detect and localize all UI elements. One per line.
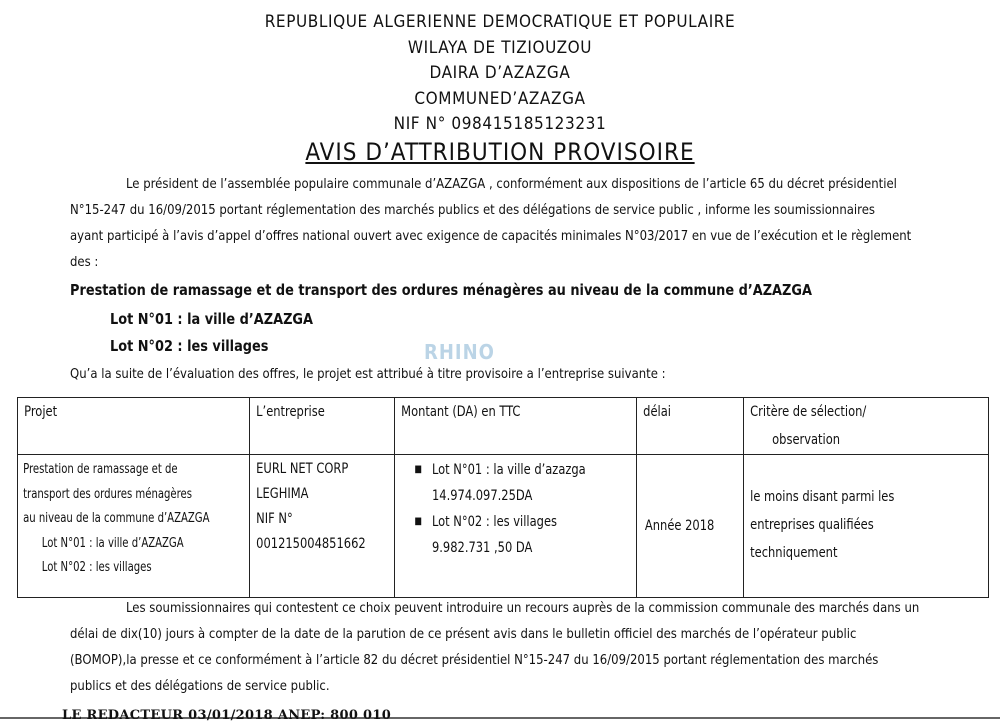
- header-republic: REPUBLIQUE ALGERIENNE DEMOCRATIQUE ET POPULAIRE: [264, 12, 736, 32]
- table-header-row: [18, 398, 989, 455]
- critere-line-3: techniquement: [750, 545, 838, 561]
- header-commune: COMMUNED’AZAZGA: [414, 89, 586, 109]
- footer-reference: LE REDACTEUR 03/01/2018 ANEP: 800 010: [62, 708, 392, 723]
- table-row: [18, 455, 989, 598]
- montant-amount-2: 9.982.731 ,50 DA: [432, 540, 533, 556]
- bullet-icon: ■: [414, 464, 423, 475]
- bullet-icon: ■: [414, 516, 423, 527]
- cell-projet: [18, 455, 250, 598]
- intro-line-2: N°15-247 du 16/09/2015 portant réglementation des marchés publics et des délégations de service public , informe les soumissionnaires: [70, 202, 875, 218]
- closing-line-1: Les soumissionnaires qui contestent ce choix peuvent introduire un recours auprès de la commission communale des marchés dans un: [126, 600, 920, 616]
- header-projet: Projet: [18, 398, 250, 455]
- projet-line-3: au niveau de la commune d’AZAZGA: [23, 511, 210, 526]
- montant-amount-1: 14.974.097.25DA: [432, 488, 533, 504]
- cell-entreprise: [250, 455, 395, 598]
- header-wilaya: WILAYA DE TIZIOUZOU: [407, 38, 593, 58]
- critere-line-1: le moins disant parmi les: [750, 489, 895, 505]
- projet-lot-2: Lot N°02 : les villages: [41, 560, 152, 575]
- header-daira: DAIRA D’AZAZGA: [429, 63, 571, 83]
- intro-line-1: Le président de l’assemblée populaire communale d’AZAZGA , conformément aux dispositions de l’article 65 du décret présidentiel: [126, 176, 897, 192]
- closing-line-4: publics et des délégations de service public.: [70, 678, 330, 694]
- cell-critere: [744, 455, 989, 598]
- cell-delai: Année 2018: [637, 455, 744, 598]
- critere-line-2: entreprises qualifiées: [750, 517, 875, 533]
- contract-subject: Prestation de ramassage et de transport des ordures ménagères au niveau de la commune d’AZAZGA: [70, 281, 812, 299]
- attribution-table: [17, 397, 989, 598]
- company-name-2: LEGHIMA: [256, 486, 309, 502]
- watermark-logo: RHINO: [424, 340, 495, 364]
- attribution-line: Qu’a la suite de l’évaluation des offres, le projet est attribué à titre provisoire a l’entreprise suivante :: [70, 366, 666, 382]
- header-montant: Montant (DA) en TTC: [395, 398, 637, 455]
- company-nif: 001215004851662: [256, 536, 366, 552]
- notice-title: AVIS D’ATTRIBUTION PROVISOIRE: [305, 138, 695, 166]
- projet-line-2: transport des ordures ménagères: [23, 486, 193, 502]
- intro-line-4: des :: [70, 254, 99, 270]
- header-delai: délai: [637, 398, 744, 455]
- header-nif: NIF N° 098415185123231: [393, 114, 607, 134]
- closing-line-3: (BOMOP),la presse et ce conformément à l’article 82 du décret présidentiel N°15-247 du 16/09/2015 portant réglementation des marchés: [70, 652, 879, 668]
- header-critere: Critère de sélection/ observation: [744, 398, 989, 455]
- montant-lot-2: ■ Lot N°02 : les villages: [415, 509, 602, 535]
- projet-line-1: Prestation de ramassage et de: [23, 462, 178, 477]
- company-nif-label: NIF N°: [256, 511, 294, 527]
- header-entreprise: L’entreprise: [250, 398, 395, 455]
- cell-montant: [395, 455, 637, 598]
- lot-2-label: Lot N°02 : les villages: [110, 337, 269, 355]
- intro-line-3: ayant participé à l’avis d’appel d’offres national ouvert avec exigence de capacités minimales N°03/2017 en vue de l’exécution et le règlement: [70, 228, 912, 244]
- projet-lot-1: Lot N°01 : la ville d’AZAZGA: [41, 535, 184, 551]
- company-name: EURL NET CORP: [256, 461, 349, 477]
- closing-line-2: délai de dix(10) jours à compter de la date de la parution de ce présent avis dans le bulletin officiel des marchés de l’opérateur public: [70, 626, 857, 642]
- lot-1-label: Lot N°01 : la ville d’AZAZGA: [110, 310, 314, 328]
- montant-lot-1: ■ Lot N°01 : la ville d’azazga: [415, 457, 602, 483]
